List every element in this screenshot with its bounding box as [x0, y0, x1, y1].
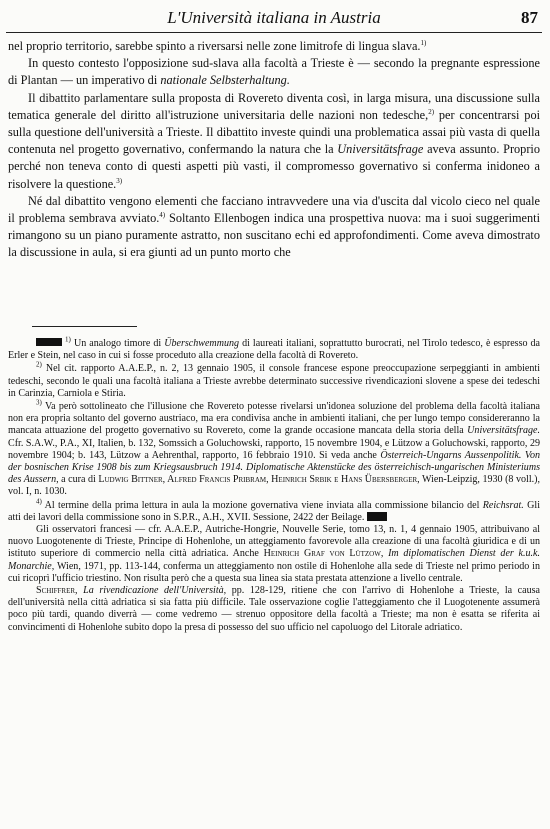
- footnote-separator: [32, 326, 137, 327]
- main-text: [8, 38, 540, 262]
- paragraph-4: [8, 193, 540, 262]
- footnote-3: [8, 398, 541, 499]
- footnote-ref-2: 2): [428, 107, 435, 116]
- footnote-5-text-b: Wien, 1971, pp. 113-144, conferma un atteggiamento non ostile di Hohenlohe alla sede di Trieste nel primo periodo in cui ricoprì l'ufficio triestino. Non risulta però che a questa sua linea sia stata prestata attenzione a livello centrale.: [8, 560, 540, 584]
- footnote-2-text: Nel cit. rapporto A.A.E.P., n. 2, 13 gennaio 1905, il console francese espone preoccupazione serpeggianti in ambienti tedeschi, secondo le quali una facoltà italiana a Trieste avrebbe determinato successive rivendicazioni slovene a spese dei tedeschi in Carinzia, Carniola e Stiria.: [8, 363, 540, 399]
- paragraph-2: [8, 55, 540, 89]
- footnote-1-number: 1): [65, 335, 71, 344]
- footnote-4-continued-2: [8, 585, 540, 634]
- p3-text-c: aveva assunto. Proprio perché non teneva conto di questi aspetti più vasti, il compromesso governativo si conferma inidoneo a risolvere la questione.: [8, 142, 540, 191]
- footnote-4-continued: [8, 524, 540, 585]
- footnote-2-number: 2): [36, 361, 42, 370]
- footnote-4-text-b: Gli atti dei lavori della commissione sono in S.P.R., A.H., XVII. Sessione, 2422 der Beilage.: [8, 499, 540, 523]
- footnote-5-italic: Im diplomatischen Dienst der k.u.k. Monarchie,: [8, 548, 541, 572]
- paragraph-1: [8, 38, 540, 55]
- footnote-6-author: Schiffrer,: [36, 585, 78, 597]
- running-title: L'Università italiana in Austria: [167, 8, 381, 27]
- running-header: [10, 8, 538, 30]
- footnote-4-italic: Reichsrat.: [482, 499, 524, 511]
- p4-text-b: Soltanto Ellenbogen indica una prospettiva nuova: ma i suoi suggerimenti rimangono su un piano puramente astratto, non suscitano echi ed approfondimenti. Come aveva dimostrato la discussione in aula, si era giunti ad un punto morto che: [8, 211, 540, 260]
- footnote-3-text-c: a cura di: [61, 474, 96, 486]
- footnote-3-editors: Ludwig Bittner, Alfred Francis Pribram, Heinrich Srbik e Hans Übersberger,: [98, 474, 420, 486]
- footnote-1-text-b: di laureati italiani, soprattutto burocrati, nel Tirolo tedesco, è espresso da Erler e Stein, nel caso in cui si fosse proceduto alla creazione della facoltà di Rovereto.: [8, 338, 541, 362]
- header-rule: [6, 32, 542, 33]
- p3-italic: Universitätsfrage: [337, 142, 424, 157]
- paragraph-3: [8, 90, 540, 193]
- p3-text-b: per concentrarsi poi sulla questione dell'università a Trieste. Il dibattito investe quindi una problematica assai più vasta di quella contenuta nel progetto governativo, confermando la natura che la: [8, 107, 541, 157]
- footnote-6-text: pp. 128-129, ritiene che con l'arrivo di Hohenlohe a Trieste, la causa dell'università nella città adriatica si sia fatta più difficile. Tale osservazione coglie l'atteggiamento che il Luogotenente assumerà poco più tardi, quando diverrà — come vedremo — strenuo oppositore della facoltà a Trieste; ma non è esatta se riferita ai convincimenti di Hohenlohe subito dopo la presa di possesso del suo ufficio nel capoluogo del Litorale adriatico.: [8, 585, 540, 633]
- footnote-3-text-b: Cfr. S.A.W., P.A., XI, Italien, b. 132, Somssich a Goluchowski, rapporto, 15 novembre 1904, e Lützow a Goluchowski, rapporto, 29 novembre 1904; b. 143, Lützow a Aehrenthal, rapporto, 16 febbraio 1910. Si veda anche: [8, 437, 540, 461]
- footnote-3-text-a: Va però sottolineato che l'illusione che Rovereto potesse rivelarsi un'idonea soluzione del problema della facoltà italiana non era propria soltanto del governo austriaco, ma era condivisa anche in ambienti italiani, che per lungo tempo considereranno la mancata attuazione del progetto governativo su Rovereto, come la grande occasione mancata della storia della: [8, 401, 540, 437]
- footnotes: [8, 335, 541, 634]
- footnote-ref-1: 1): [420, 38, 427, 47]
- footnote-1: [8, 335, 541, 362]
- footnote-3-text-d: Wien-Leipzig, 1930 (8 voll.), vol. I, n. 1030.: [8, 474, 540, 498]
- footnote-6-italic: La rivendicazione dell'Università,: [83, 585, 227, 597]
- p4-text-a: Né dal dibattito vengono elementi che facciano intravvedere una via d'uscita dal vicolo cieco nel quale il problema sembrava avviato.: [8, 193, 540, 226]
- page-number: 87: [521, 8, 538, 27]
- p2-italic: nationale Selbsterhaltung.: [160, 73, 290, 88]
- footnote-3-italic-2: Österreich-Ungarns Aussenpolitik. Von der bosnischen Krise 1908 bis zum Kriegsausbruch 1914. Diplomatische Aktenstücke des österreichisch-ungarischen Ministeriums des Aussern,: [8, 449, 540, 486]
- footnote-1-text-a: Un analogo timore di: [73, 338, 162, 349]
- ink-blot: [36, 338, 62, 346]
- p1-text: nel proprio territorio, sarebbe spinto a riversarsi nelle zone limitrofe di lingua slava.: [8, 39, 421, 53]
- footnote-ref-4: 4): [159, 210, 166, 219]
- footnote-3-number: 3): [36, 398, 42, 407]
- footnote-4-number: 4): [36, 497, 42, 506]
- p3-text-a: Il dibattito parlamentare sulla proposta di Rovereto diventa così, in larga misura, una discussione sulla tematica generale del diritto all'istruzione universitaria delle nazioni non tedesche,: [8, 90, 540, 122]
- footnote-3-italic-1: Universitätsfrage.: [467, 425, 541, 437]
- footnote-1-italic: Überschwemmung: [164, 338, 240, 349]
- footnote-ref-3: 3): [116, 176, 123, 185]
- footnote-2: [8, 363, 540, 400]
- footnote-4: [8, 497, 540, 524]
- p2-text-a: In questo contesto l'opposizione sud-slava alla facoltà a Trieste è — secondo la pregnante espressione di Plantan — un imperativo di: [8, 56, 540, 88]
- footnote-5-author: Heinrich Graf von Lützow,: [263, 548, 384, 560]
- footnote-5-text-a: Gli osservatori francesi — cfr. A.A.E.P., Autriche-Hongrie, Nouvelle Serie, tomo 13, n. 1, 4 gennaio 1905, attribuivano al nuovo Luogotenente di Trieste, Principe di Hohenlohe, un atteggiamento favorevole alla creazione di una facoltà giuridica e di un istituto superiore di commercio nella città adriatica. Anche: [8, 524, 540, 560]
- ink-blot-2: [367, 512, 387, 521]
- footnote-4-text-a: Al termine della prima lettura in aula la mozione governativa viene inviata alla commissione bilancio del: [44, 499, 480, 511]
